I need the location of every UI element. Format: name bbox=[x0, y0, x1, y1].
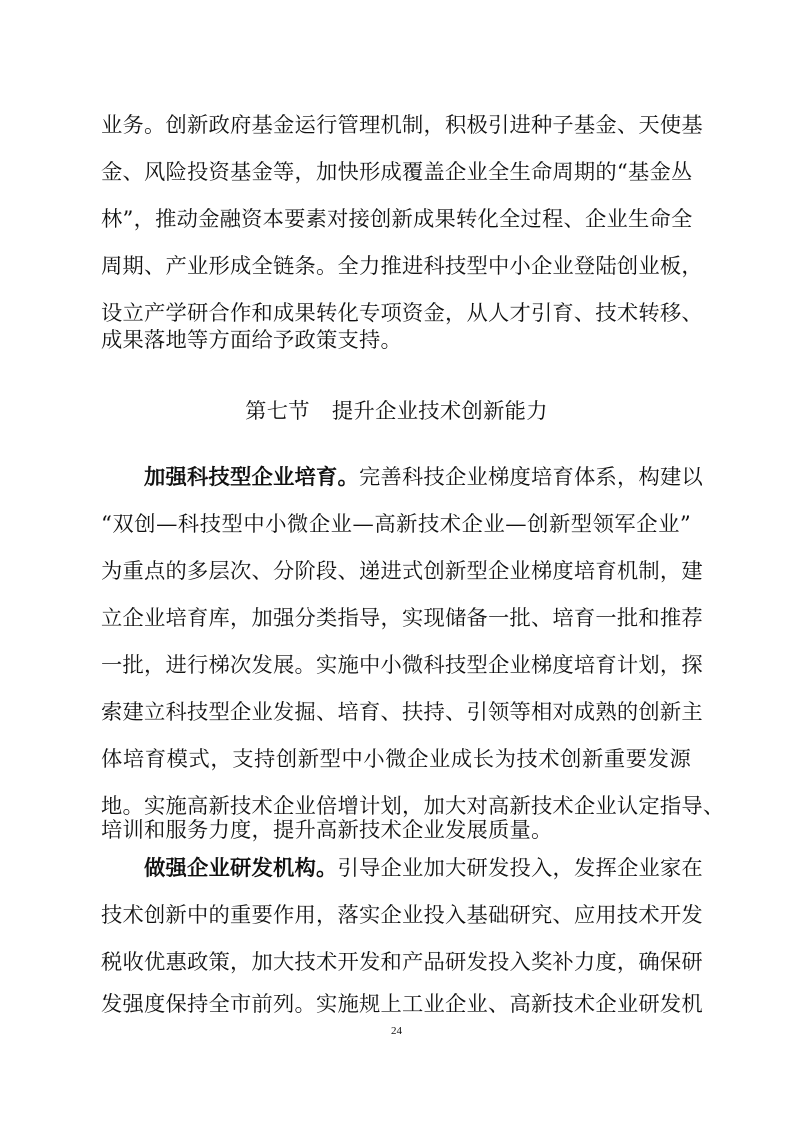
text-line: 立企业培育库，加强分类指导，实现储备一批、培育一批和推荐 bbox=[101, 606, 703, 631]
text-line: 税收优惠政策，加大技术开发和产品研发投入奖补力度，确保研 bbox=[101, 950, 703, 975]
text-line: 索建立科技型企业发掘、培育、扶持、引领等相对成熟的创新主 bbox=[101, 700, 703, 725]
paragraph-text: 完善科技企业梯度培育体系，构建以 bbox=[358, 465, 703, 490]
text-line: 一批，进行梯次发展。实施中小微科技型企业梯度培育计划，探 bbox=[101, 653, 703, 678]
text-line: 林”，推动金融资本要素对接创新成果转化全过程、企业生命全 bbox=[101, 207, 693, 232]
paragraph-lead: 做强企业研发机构。 bbox=[144, 856, 338, 881]
text-line: 金、风险投资基金等，加快形成覆盖企业全生命周期的“基金丛 bbox=[101, 160, 693, 185]
text-line: 发强度保持全市前列。实施规上工业企业、高新技术企业研发机 bbox=[101, 992, 703, 1017]
text-line: 为重点的多层次、分阶段、递进式创新型企业梯度培育机制，建 bbox=[101, 559, 703, 584]
text-line: “双创—科技型中小微企业—高新技术企业—创新型领军企业” bbox=[101, 512, 691, 537]
text-line: 设立产学研合作和成果转化专项资金，从人才引育、技术转移、 bbox=[101, 301, 703, 326]
page-number: 24 bbox=[391, 1025, 402, 1037]
text-line: 技术创新中的重要作用，落实企业投入基础研究、应用技术开发 bbox=[101, 903, 703, 928]
section-heading bbox=[0, 397, 793, 427]
text-line bbox=[101, 854, 703, 884]
text-line: 成果落地等方面给予政策支持。 bbox=[101, 328, 402, 353]
paragraph-text: 引导企业加大研发投入，发挥企业家在 bbox=[337, 856, 703, 881]
text-line: 体培育模式，支持创新型中小微企业成长为技术创新重要发源 bbox=[101, 747, 691, 772]
text-line: 培训和服务力度，提升高新技术企业发展质量。 bbox=[101, 818, 553, 843]
text-line: 业务。创新政府基金运行管理机制，积极引进种子基金、天使基 bbox=[101, 113, 703, 138]
text-line: 地。实施高新技术企业倍增计划，加大对高新技术企业认定指导、 bbox=[101, 794, 725, 819]
paragraph-lead: 加强科技型企业培育。 bbox=[144, 465, 359, 490]
text-line bbox=[101, 463, 703, 493]
section-number: 第七节 bbox=[245, 399, 310, 424]
section-title: 提升企业技术创新能力 bbox=[331, 399, 548, 424]
text-line: 周期、产业形成全链条。全力推进科技型中小企业登陆创业板， bbox=[101, 254, 703, 279]
